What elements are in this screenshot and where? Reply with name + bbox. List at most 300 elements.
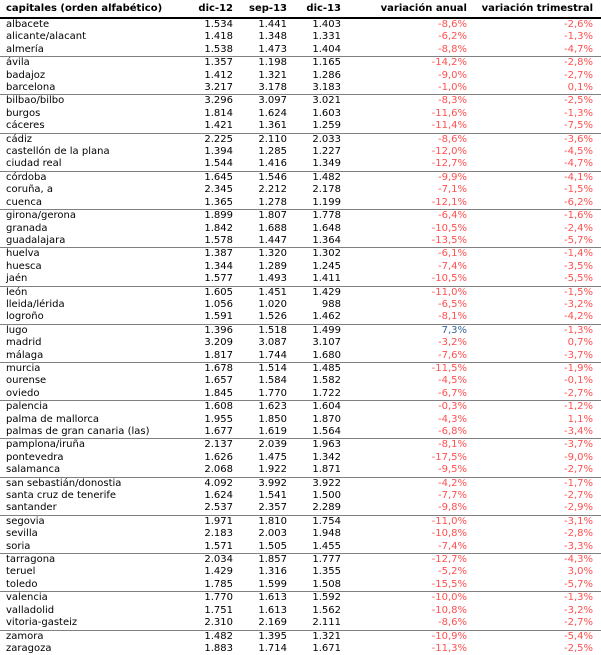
city-cell: guadalajara [0, 235, 173, 248]
value-cell: -2,7% [563, 490, 593, 502]
city-cell: córdoba [6, 171, 47, 183]
col-header-dic13: dic-13 [287, 0, 341, 18]
table-row [0, 592, 601, 605]
value-cell: 1.473 [233, 44, 287, 57]
value-cell: -3,2% [563, 298, 593, 310]
value-cell: 1.418 [204, 31, 233, 43]
value-cell: -4,5% [437, 375, 467, 387]
value-cell: 1.403 [312, 19, 341, 30]
value-cell: 1.922 [233, 464, 287, 477]
value-cell: 1.493 [233, 273, 287, 286]
value-cell: -2,7% [563, 69, 593, 81]
table-row [0, 566, 601, 578]
city-cell: valladolid [6, 604, 55, 616]
city-cell: huelva [6, 248, 40, 260]
value-cell: 1.357 [204, 57, 233, 69]
table-row [0, 464, 601, 477]
value-cell: -5,5% [467, 273, 601, 286]
table-row [0, 261, 601, 273]
value-cell: 1.451 [258, 286, 287, 298]
value-cell: 1.645 [204, 171, 233, 183]
value-cell: -3,7% [467, 350, 601, 363]
value-cell: 1.387 [204, 248, 233, 260]
col-header-capitales: capitales (orden alfabético) [0, 0, 173, 18]
table-row [0, 477, 601, 490]
value-cell: 1.948 [312, 528, 341, 540]
city-cell: lugo [6, 324, 28, 336]
value-cell: 1.500 [312, 490, 341, 502]
city-cell: málaga [0, 350, 173, 363]
value-cell: -2,7% [467, 464, 601, 477]
value-cell: 1.807 [258, 210, 287, 222]
value-cell: 1.526 [233, 311, 287, 324]
table-row [0, 171, 601, 184]
value-cell: 1.165 [312, 57, 341, 69]
value-cell: 1.770 [233, 388, 287, 401]
value-cell: -5,2% [437, 566, 467, 578]
city-cell: salamanca [0, 464, 173, 477]
city-cell: palma de mallorca [6, 413, 100, 425]
table-row [0, 184, 601, 196]
value-cell: 3.183 [287, 82, 341, 95]
value-cell: -8,3% [437, 95, 467, 107]
table-row [0, 554, 601, 567]
city-cell: palmas de gran canaria (las) [0, 426, 173, 439]
value-cell: 2.137 [204, 439, 233, 451]
value-cell: 1.599 [233, 579, 287, 592]
value-cell: 1.870 [312, 413, 341, 425]
city-cell: cáceres [0, 120, 173, 133]
value-cell: 1.577 [173, 273, 233, 286]
value-cell: 1.613 [258, 592, 287, 604]
value-cell: -12,1% [341, 197, 467, 210]
value-cell: 1.394 [204, 146, 233, 158]
value-cell: 1.365 [173, 197, 233, 210]
table-row [0, 197, 601, 210]
value-cell: -1,3% [563, 324, 593, 336]
value-cell: 1.963 [312, 439, 341, 451]
table-row [0, 146, 601, 158]
value-cell: -1,5% [563, 184, 593, 196]
value-cell: 1.514 [258, 362, 287, 374]
value-cell: -11,4% [341, 120, 467, 133]
value-cell: -3,4% [467, 426, 601, 439]
value-cell: 1.613 [258, 604, 287, 616]
value-cell: 1.722 [287, 388, 341, 401]
table-row [0, 362, 601, 375]
table-row [0, 82, 601, 95]
value-cell: 1.899 [204, 210, 233, 222]
value-cell: -2,8% [563, 528, 593, 540]
value-cell: -8,8% [341, 44, 467, 57]
value-cell: 0,1% [467, 82, 601, 95]
value-cell: 3.021 [312, 95, 341, 107]
value-cell: 1.344 [204, 260, 233, 272]
value-cell: 0,7% [567, 337, 593, 349]
table-body [0, 18, 601, 655]
value-cell: -12,0% [431, 146, 467, 158]
table-row [0, 57, 601, 70]
value-cell: 2.178 [312, 184, 341, 196]
value-cell: -2,9% [467, 502, 601, 515]
value-cell: 2.003 [258, 528, 287, 540]
value-cell: 1.671 [312, 642, 341, 654]
table-row [0, 630, 601, 643]
value-cell: 3.217 [173, 82, 233, 95]
value-cell: 1.883 [204, 642, 233, 654]
value-cell: 2.212 [258, 184, 287, 196]
value-cell: 1.626 [204, 451, 233, 463]
value-cell: -11,0% [431, 286, 467, 298]
value-cell: -12,7% [341, 158, 467, 171]
value-cell: -5,7% [467, 579, 601, 592]
value-cell: -2,7% [467, 388, 601, 401]
value-cell: -9,8% [341, 502, 467, 515]
city-cell: soria [0, 541, 173, 554]
value-cell: 1.320 [258, 248, 287, 260]
city-cell: sevilla [6, 528, 38, 540]
table-row [0, 515, 601, 528]
table-row [0, 210, 601, 223]
table-row [0, 120, 601, 133]
value-cell: -8,6% [437, 133, 467, 145]
table-row [0, 579, 601, 592]
value-cell: -1,7% [563, 477, 593, 489]
value-cell: -8,6% [437, 19, 467, 30]
value-cell: 1.571 [173, 541, 233, 554]
value-cell: 2.033 [312, 133, 341, 145]
value-cell: 1.396 [204, 324, 233, 336]
value-cell: -9,0% [437, 69, 467, 81]
table-row [0, 133, 601, 146]
value-cell: 2.537 [173, 502, 233, 515]
value-cell: 1.349 [287, 158, 341, 171]
city-cell: segovia [6, 515, 45, 527]
table-row [0, 44, 601, 57]
value-cell: 1.955 [204, 413, 233, 425]
value-cell: 1.744 [233, 350, 287, 363]
value-cell: -1,3% [563, 31, 593, 43]
table-row [0, 273, 601, 286]
value-cell: 1.462 [287, 311, 341, 324]
value-cell: 1.657 [204, 375, 233, 387]
value-cell: 2.034 [204, 554, 233, 566]
value-cell: 1.624 [258, 107, 287, 119]
city-cell: albacete [6, 19, 50, 30]
value-cell: 1.412 [204, 69, 233, 81]
value-cell: 1.538 [173, 44, 233, 57]
value-cell: -11,3% [431, 642, 467, 654]
value-cell: 1.245 [312, 260, 341, 272]
value-cell: -6,1% [437, 248, 467, 260]
value-cell: 1.447 [233, 235, 287, 248]
value-cell: -7,4% [341, 541, 467, 554]
value-cell: -1,0% [341, 82, 467, 95]
value-cell: 1.604 [312, 401, 341, 413]
col-header-variacion-trimestral: variación trimestral [467, 0, 601, 18]
value-cell: 1.482 [204, 630, 233, 642]
value-cell: 2.110 [258, 133, 287, 145]
city-cell: huesca [6, 260, 42, 272]
value-cell: 2.289 [287, 502, 341, 515]
value-cell: 1.475 [258, 451, 287, 463]
value-cell: -8,1% [341, 311, 467, 324]
value-cell: -2,5% [563, 642, 593, 654]
value-cell: 1.582 [312, 375, 341, 387]
value-cell: -12,7% [431, 554, 467, 566]
value-cell: 1.971 [204, 515, 233, 527]
value-cell: -11,0% [431, 515, 467, 527]
value-cell: 3.087 [258, 337, 287, 349]
value-cell: -8,6% [341, 617, 467, 630]
table-row [0, 541, 601, 554]
city-cell: zaragoza [6, 642, 52, 654]
value-cell: 1.619 [233, 426, 287, 439]
value-cell: 1.592 [312, 592, 341, 604]
city-cell: badajoz [6, 69, 46, 81]
value-cell: -10,8% [431, 604, 467, 616]
value-cell: 3.922 [312, 477, 341, 489]
table-row [0, 375, 601, 387]
value-cell: 1.688 [258, 222, 287, 234]
value-cell: 3.992 [258, 477, 287, 489]
value-cell: 1.429 [204, 566, 233, 578]
city-cell: ávila [6, 57, 30, 69]
table-row [0, 158, 601, 171]
value-cell: 1.850 [258, 413, 287, 425]
table-row [0, 617, 601, 630]
value-cell: -4,5% [563, 146, 593, 158]
value-cell: -1,6% [563, 210, 593, 222]
value-cell: -6,8% [341, 426, 467, 439]
table-row [0, 605, 601, 617]
value-cell: 1.056 [204, 298, 233, 310]
value-cell: 1.546 [258, 171, 287, 183]
table-row [0, 108, 601, 120]
city-cell: madrid [6, 337, 42, 349]
value-cell: -11,6% [431, 107, 467, 119]
value-cell: 988 [321, 298, 341, 310]
value-cell: 1.411 [287, 273, 341, 286]
value-cell: 1.751 [204, 604, 233, 616]
city-cell: santander [0, 502, 173, 515]
table-row [0, 70, 601, 82]
city-cell: oviedo [0, 388, 173, 401]
value-cell: 1.778 [312, 210, 341, 222]
col-header-sep13: sep-13 [233, 0, 287, 18]
city-cell: ourense [6, 375, 47, 387]
value-cell: 1.608 [204, 401, 233, 413]
value-cell: -7,7% [437, 490, 467, 502]
value-cell: 2.068 [173, 464, 233, 477]
col-header-variacion-anual: variación anual [341, 0, 467, 18]
value-cell: -6,2% [467, 197, 601, 210]
table-row [0, 299, 601, 311]
table-header [0, 0, 601, 18]
value-cell: 2.039 [258, 439, 287, 451]
city-cell: pontevedra [6, 451, 64, 463]
value-cell: -1,4% [563, 248, 593, 260]
value-cell: 1.199 [287, 197, 341, 210]
city-cell: girona/gerona [6, 210, 76, 222]
value-cell: 1.227 [312, 146, 341, 158]
value-cell: 3.097 [258, 95, 287, 107]
city-cell: coruña, a [6, 184, 54, 196]
value-cell: -3,3% [467, 541, 601, 554]
value-cell: 2.225 [204, 133, 233, 145]
city-cell: santa cruz de tenerife [6, 490, 117, 502]
value-cell: 1.361 [233, 120, 287, 133]
value-cell: -15,5% [341, 579, 467, 592]
table-row [0, 388, 601, 401]
city-cell: toledo [0, 579, 173, 592]
value-cell: 2.357 [233, 502, 287, 515]
city-cell: león [6, 286, 28, 298]
city-cell: murcia [6, 362, 41, 374]
value-cell: -3,5% [563, 260, 593, 272]
value-cell: -0,3% [437, 401, 467, 413]
value-cell: 3,0% [567, 566, 593, 578]
value-cell: 1.777 [312, 554, 341, 566]
value-cell: -6,7% [341, 388, 467, 401]
table-row [0, 439, 601, 452]
value-cell: 1.605 [204, 286, 233, 298]
value-cell: -14,2% [431, 57, 467, 69]
value-cell: -13,5% [341, 235, 467, 248]
value-cell: 1.591 [173, 311, 233, 324]
city-cell: almería [0, 44, 173, 57]
value-cell: -10,8% [431, 528, 467, 540]
table-row [0, 248, 601, 261]
value-cell: 1.485 [312, 362, 341, 374]
city-cell: vitoria-gasteiz [0, 617, 173, 630]
value-cell: -6,4% [437, 210, 467, 222]
value-cell: 1.278 [233, 197, 287, 210]
value-cell: 1.624 [204, 490, 233, 502]
value-cell: -1,9% [563, 362, 593, 374]
city-cell: logroño [0, 311, 173, 324]
value-cell: 1.321 [312, 630, 341, 642]
value-cell: 1.020 [258, 298, 287, 310]
table-row [0, 311, 601, 324]
value-cell: -3,1% [563, 515, 593, 527]
value-cell: 1.198 [258, 57, 287, 69]
value-cell: 1.562 [312, 604, 341, 616]
table-row [0, 350, 601, 363]
city-cell: alicante/alacant [6, 31, 87, 43]
table-row [0, 286, 601, 299]
city-cell: ciudad real [0, 158, 173, 171]
value-cell: -4,3% [437, 413, 467, 425]
table-row [0, 31, 601, 43]
value-cell: 1.364 [287, 235, 341, 248]
value-cell: 1.564 [287, 426, 341, 439]
city-cell: teruel [6, 566, 36, 578]
value-cell: -2,7% [467, 617, 601, 630]
value-cell: 1.814 [204, 107, 233, 119]
value-cell: -5,7% [467, 235, 601, 248]
value-cell: 1.810 [258, 515, 287, 527]
table-row [0, 235, 601, 248]
value-cell: 1.785 [173, 579, 233, 592]
value-cell: 1.680 [287, 350, 341, 363]
value-cell: -1,2% [563, 401, 593, 413]
value-cell: -1,5% [563, 286, 593, 298]
value-cell: -17,5% [431, 451, 467, 463]
city-cell: lleida/lérida [6, 298, 65, 310]
value-cell: -2,4% [563, 222, 593, 234]
value-cell: 7,3% [441, 324, 467, 336]
value-cell: 1.603 [312, 107, 341, 119]
value-cell: 1.285 [258, 146, 287, 158]
value-cell: -7,4% [437, 260, 467, 272]
table-row [0, 223, 601, 235]
city-cell: jaén [0, 273, 173, 286]
value-cell: 1.845 [173, 388, 233, 401]
value-cell: 1.770 [204, 592, 233, 604]
value-cell: 2.345 [204, 184, 233, 196]
value-cell: 1.286 [312, 69, 341, 81]
value-cell: -10,9% [431, 630, 467, 642]
value-cell: -10,5% [341, 273, 467, 286]
value-cell: 1.584 [258, 375, 287, 387]
value-cell: 1.817 [173, 350, 233, 363]
value-cell: 1.455 [287, 541, 341, 554]
value-cell: -7,6% [341, 350, 467, 363]
city-cell: barcelona [0, 82, 173, 95]
value-cell: 1.331 [312, 31, 341, 43]
value-cell: 1.321 [258, 69, 287, 81]
value-cell: -7,5% [467, 120, 601, 133]
city-cell: san sebastián/donostia [6, 477, 122, 489]
value-cell: 1.482 [312, 171, 341, 183]
table-row [0, 414, 601, 426]
value-cell: 1.395 [258, 630, 287, 642]
value-cell: -4,2% [437, 477, 467, 489]
value-cell: 1.499 [312, 324, 341, 336]
value-cell: 1.316 [258, 566, 287, 578]
value-cell: 1.355 [312, 566, 341, 578]
table-row [0, 401, 601, 414]
value-cell: 1.416 [233, 158, 287, 171]
value-cell: -3,7% [563, 439, 593, 451]
value-cell: 1.623 [258, 401, 287, 413]
value-cell: -3,2% [563, 604, 593, 616]
value-cell: -10,0% [431, 592, 467, 604]
city-cell: granada [6, 222, 48, 234]
value-cell: 1.677 [173, 426, 233, 439]
value-cell: -3,6% [563, 133, 593, 145]
value-cell: -2,8% [563, 57, 593, 69]
value-cell: 3.178 [233, 82, 287, 95]
city-cell: burgos [6, 107, 41, 119]
value-cell: 1.534 [204, 19, 233, 30]
city-cell: valencia [6, 592, 48, 604]
table-row [0, 18, 601, 31]
value-cell: -7,1% [437, 184, 467, 196]
table-row [0, 502, 601, 515]
value-cell: -6,2% [437, 31, 467, 43]
value-cell: 2.310 [173, 617, 233, 630]
value-cell: 1.871 [287, 464, 341, 477]
value-cell: 1.714 [258, 642, 287, 654]
table-row [0, 337, 601, 349]
value-cell: -10,5% [431, 222, 467, 234]
value-cell: -3,2% [437, 337, 467, 349]
value-cell: 1.342 [312, 451, 341, 463]
value-cell: -9,9% [437, 171, 467, 183]
city-cell: cádiz [6, 133, 33, 145]
